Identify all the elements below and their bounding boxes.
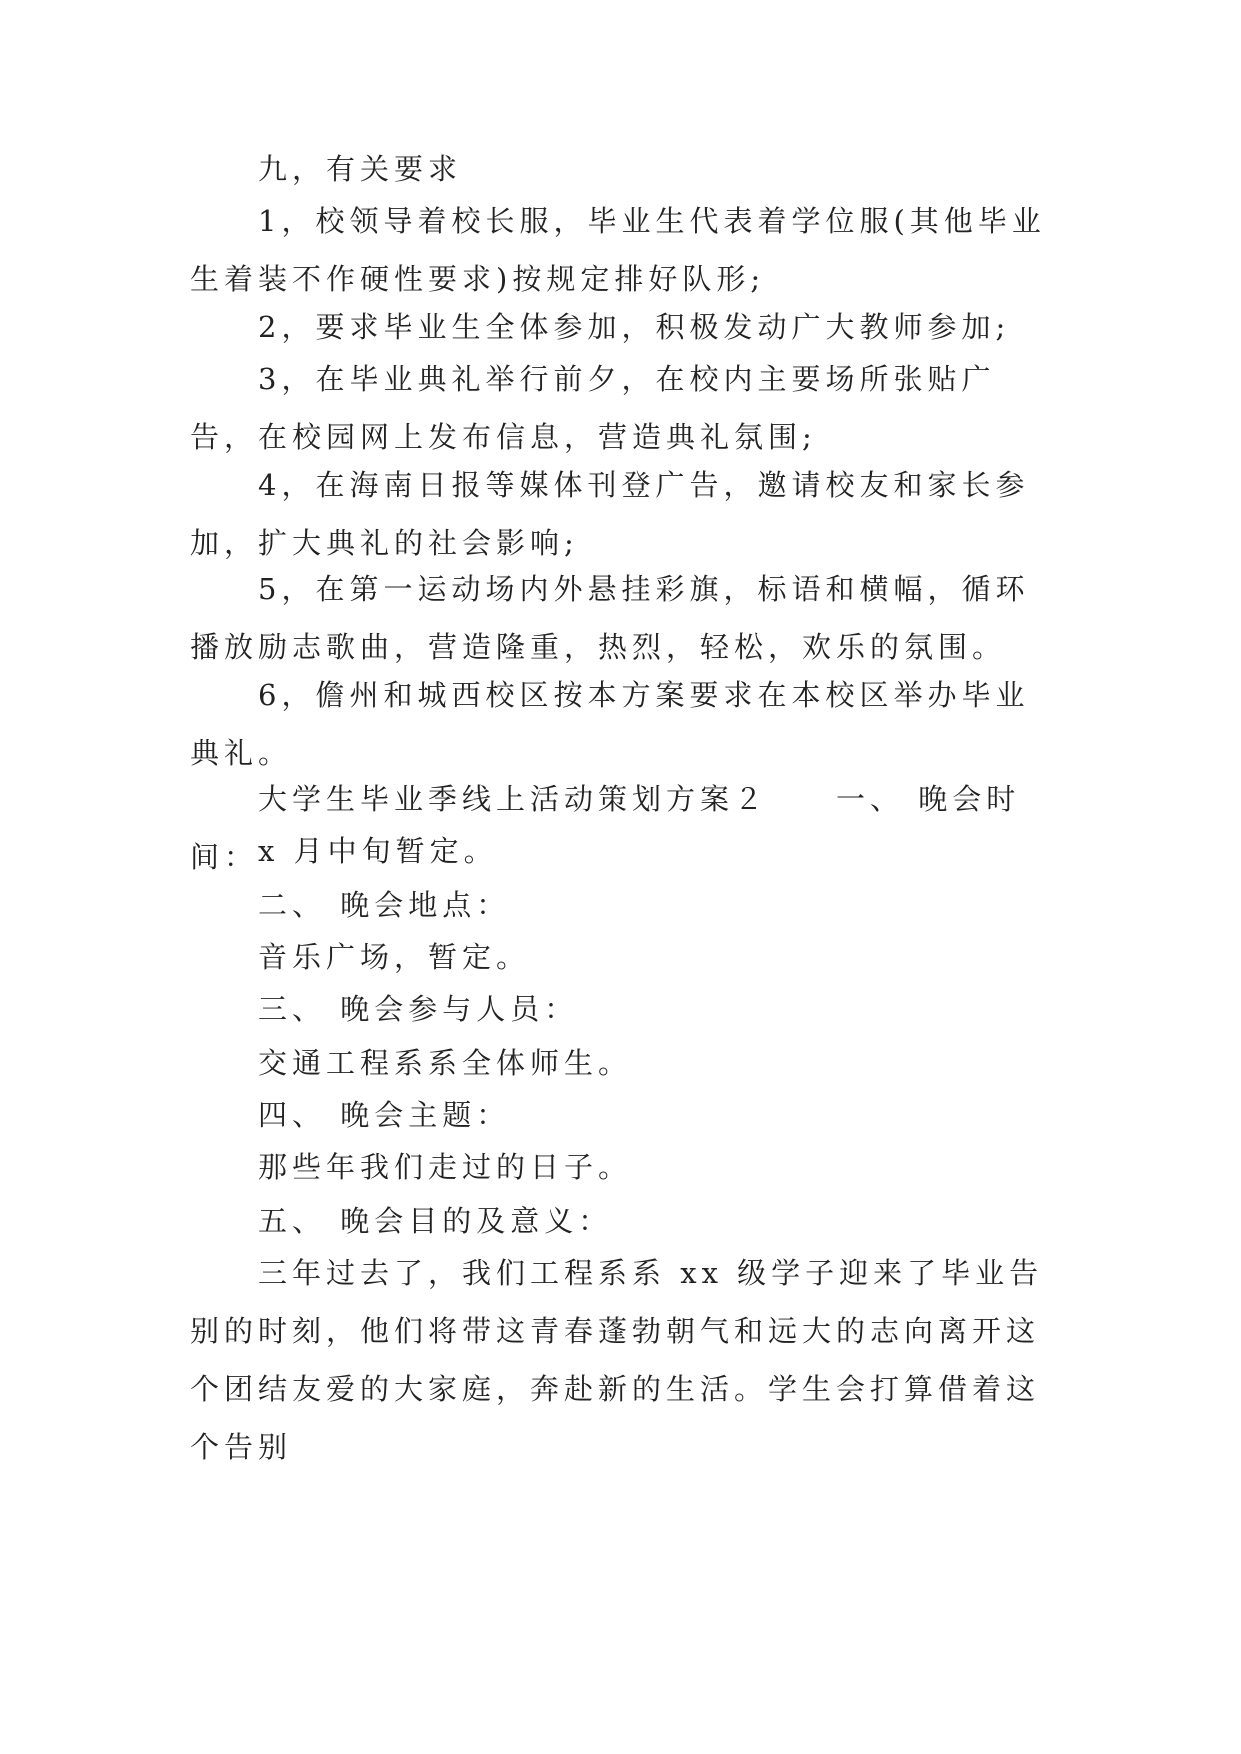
paragraph-item-3: 3，在毕业典礼举行前夕，在校内主要场所张贴广告，在校园网上发布信息，营造典礼氛围;	[190, 362, 996, 454]
paragraph-item-1: 1，校领导着校长服，毕业生代表着学位服(其他毕业生着装不作硬性要求)按规定排好队形;	[190, 204, 1046, 296]
paragraph-item-4: 4，在海南日报等媒体刊登广告，邀请校友和家长参加，扩大典礼的社会影响;	[190, 468, 1030, 560]
evening-location-value: 音乐广场，暂定。	[258, 940, 531, 974]
evening-time-value: x 月中旬暂定。	[258, 834, 498, 868]
participants-value: 交通工程系系全体师生。	[258, 1046, 633, 1080]
section-heading-requirements: 九，有关要求	[258, 152, 463, 186]
plan-title-line: 大学生毕业季线上活动策划方案２ 一、 晚会时间：	[190, 782, 1021, 874]
paragraph-item-2: 2，要求毕业生全体参加，积极发动广大教师参加;	[258, 310, 1011, 344]
purpose-paragraph: 三年过去了，我们工程系系 xx 级学子迎来了毕业告别的时刻，他们将带这青春蓬勃朝气和远大的志向离开这个团结友爱的大家庭，奔赴新的生活。学生会打算借着这个告别	[190, 1256, 1044, 1464]
theme-value: 那些年我们走过的日子。	[258, 1150, 633, 1184]
paragraph-item-6: 6，儋州和城西校区按本方案要求在本校区举办毕业典礼。	[190, 678, 1030, 770]
heading-theme: 四、 晚会主题：	[258, 1098, 511, 1132]
paragraph-item-5: 5，在第一运动场内外悬挂彩旗，标语和横幅，循环播放励志歌曲，营造隆重，热烈，轻松，欢乐的氛围。	[190, 572, 1030, 664]
heading-purpose: 五、 晚会目的及意义：	[258, 1204, 613, 1238]
heading-evening-location: 二、 晚会地点：	[258, 888, 511, 922]
heading-participants: 三、 晚会参与人员：	[258, 992, 579, 1026]
